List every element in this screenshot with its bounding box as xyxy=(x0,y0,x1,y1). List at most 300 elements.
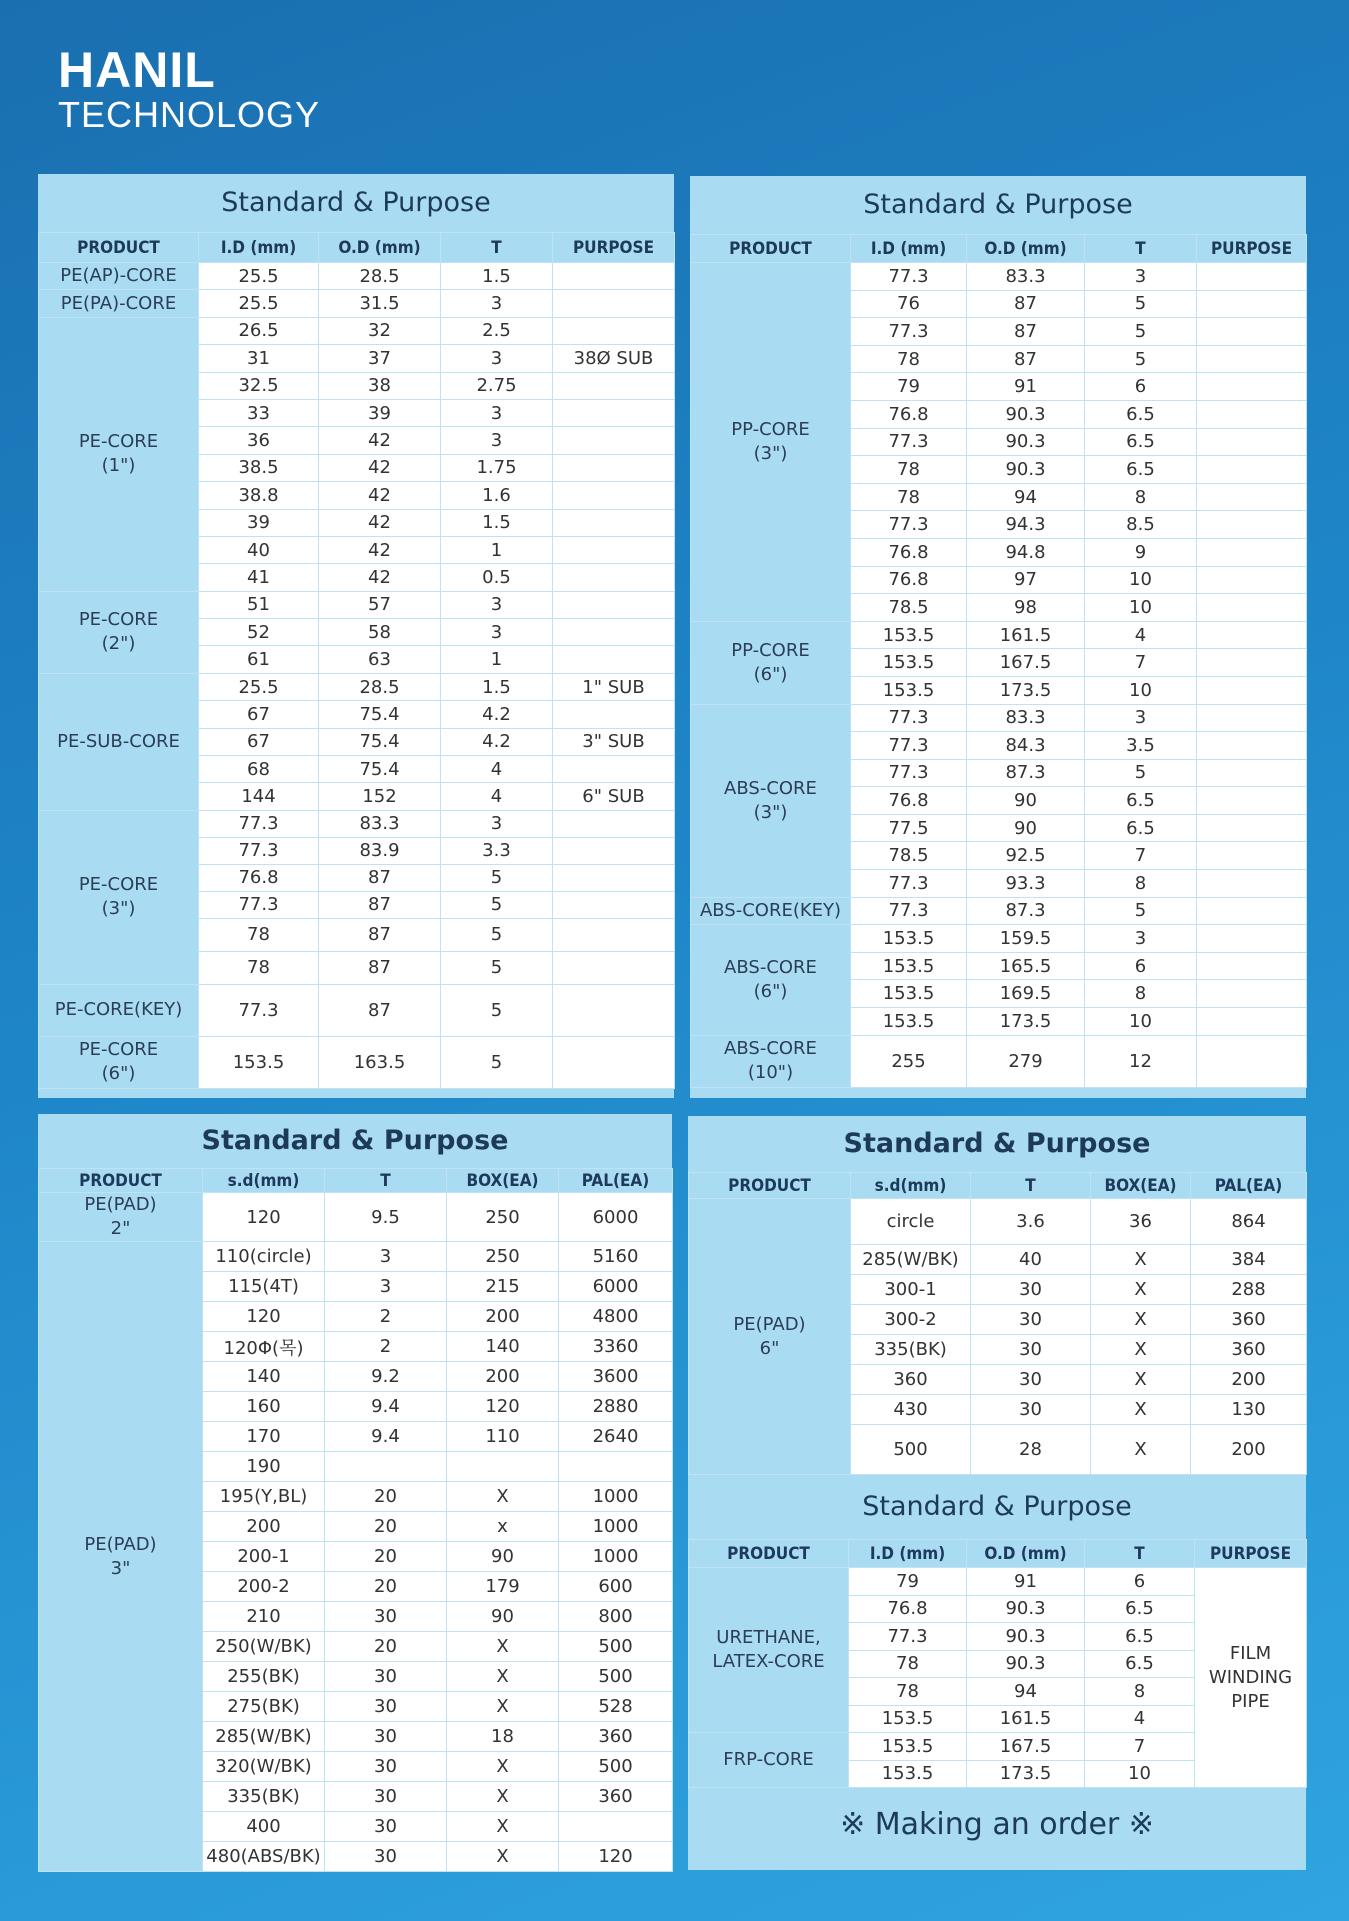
value-cell: 78.5 xyxy=(851,594,967,622)
value-cell: 36 xyxy=(1091,1199,1191,1245)
value-cell: 20 xyxy=(325,1542,447,1572)
value-cell: 28.5 xyxy=(319,673,441,700)
value-cell: 30 xyxy=(325,1782,447,1812)
table-header-row xyxy=(39,233,675,263)
value-cell: 87.3 xyxy=(967,897,1085,925)
purpose-cell xyxy=(1197,400,1307,428)
table-row xyxy=(39,1242,673,1272)
value-cell: 0.5 xyxy=(441,564,553,591)
value-cell: 76.8 xyxy=(851,400,967,428)
value-cell: 25.5 xyxy=(199,673,319,700)
value-cell: 480(ABS/BK) xyxy=(203,1842,325,1872)
order-note: ※ Making an order ※ xyxy=(840,1807,1154,1842)
value-cell: 30 xyxy=(325,1692,447,1722)
value-cell: 6 xyxy=(1085,373,1197,401)
value-cell: 87 xyxy=(967,345,1085,373)
purpose-cell xyxy=(1197,787,1307,815)
column-header: I.D (mm) xyxy=(851,235,967,263)
purpose-cell xyxy=(1197,538,1307,566)
value-cell: 6000 xyxy=(559,1193,673,1242)
spec-table-urethane xyxy=(688,1539,1307,1788)
table-row xyxy=(689,1568,1307,1596)
value-cell: 200 xyxy=(447,1362,559,1392)
value-cell: 87 xyxy=(319,951,441,984)
value-cell: 360 xyxy=(1191,1335,1307,1365)
value-cell: 3 xyxy=(1085,263,1197,291)
value-cell: 3.5 xyxy=(1085,732,1197,760)
value-cell: 1.5 xyxy=(441,509,553,536)
panel-pp-abs-cores xyxy=(690,176,1306,1098)
value-cell: 5 xyxy=(1085,318,1197,346)
value-cell: 3 xyxy=(1085,704,1197,732)
value-cell: 87 xyxy=(319,984,441,1036)
value-cell: 153.5 xyxy=(851,1008,967,1036)
value-cell: 2.5 xyxy=(441,317,553,344)
value-cell: 200 xyxy=(447,1302,559,1332)
value-cell: 5 xyxy=(441,1036,553,1088)
value-cell: 153.5 xyxy=(851,925,967,953)
column-header: PAL(EA) xyxy=(1191,1173,1307,1199)
spec-table xyxy=(38,1168,673,1872)
column-header: T xyxy=(325,1169,447,1193)
value-cell: 20 xyxy=(325,1632,447,1662)
value-cell: 42 xyxy=(319,509,441,536)
value-cell: X xyxy=(1091,1275,1191,1305)
value-cell: 42 xyxy=(319,536,441,563)
value-cell: X xyxy=(447,1662,559,1692)
value-cell: 200 xyxy=(1191,1425,1307,1475)
purpose-cell xyxy=(1197,952,1307,980)
value-cell: 250 xyxy=(447,1193,559,1242)
value-cell: 1 xyxy=(441,646,553,673)
value-cell xyxy=(553,263,675,290)
column-header: T xyxy=(441,233,553,263)
purpose-cell xyxy=(1197,566,1307,594)
value-cell: 153.5 xyxy=(849,1733,967,1761)
value-cell: 275(BK) xyxy=(203,1692,325,1722)
value-cell: 130 xyxy=(1191,1395,1307,1425)
value-cell: 83.3 xyxy=(967,263,1085,291)
value-cell: X xyxy=(1091,1305,1191,1335)
table-row xyxy=(39,810,675,837)
value-cell xyxy=(325,1452,447,1482)
value-cell: 200 xyxy=(1191,1365,1307,1395)
value-cell: 430 xyxy=(851,1395,971,1425)
purpose-cell xyxy=(1197,290,1307,318)
value-cell: 67 xyxy=(199,701,319,728)
value-cell: 6.5 xyxy=(1085,1595,1195,1623)
table-row xyxy=(691,704,1307,732)
table-row xyxy=(39,317,675,344)
value-cell: 153.5 xyxy=(851,952,967,980)
table-row xyxy=(691,897,1307,925)
value-cell: 115(4T) xyxy=(203,1272,325,1302)
column-header: BOX(EA) xyxy=(1091,1173,1191,1199)
value-cell: 30 xyxy=(325,1812,447,1842)
value-cell: 42 xyxy=(319,454,441,481)
value-cell: 4 xyxy=(441,783,553,810)
value-cell xyxy=(553,756,675,783)
table-row xyxy=(39,591,675,618)
product-cell: PE-CORE (6") xyxy=(39,1036,199,1088)
column-header: PURPOSE xyxy=(1195,1540,1307,1568)
value-cell: 2880 xyxy=(559,1392,673,1422)
column-header: O.D (mm) xyxy=(319,233,441,263)
value-cell xyxy=(553,454,675,481)
product-cell: PE(AP)-CORE xyxy=(39,263,199,290)
value-cell: 78 xyxy=(849,1678,967,1706)
value-cell: 1000 xyxy=(559,1542,673,1572)
purpose-cell xyxy=(1197,345,1307,373)
column-header: s.d(mm) xyxy=(851,1173,971,1199)
value-cell: 285(W/BK) xyxy=(851,1245,971,1275)
product-cell: PP-CORE (6") xyxy=(691,621,851,704)
value-cell: 84.3 xyxy=(967,732,1085,760)
value-cell: 51 xyxy=(199,591,319,618)
value-cell: 58 xyxy=(319,619,441,646)
value-cell: 20 xyxy=(325,1572,447,1602)
value-cell: 94.3 xyxy=(967,511,1085,539)
purpose-cell xyxy=(1197,676,1307,704)
purpose-cell xyxy=(1197,456,1307,484)
value-cell: 5 xyxy=(1085,345,1197,373)
value-cell: 7 xyxy=(1085,1733,1195,1761)
purpose-cell xyxy=(1197,925,1307,953)
value-cell: 9.2 xyxy=(325,1362,447,1392)
value-cell: 90.3 xyxy=(967,1595,1085,1623)
product-cell: ABS-CORE (6") xyxy=(691,925,851,1035)
value-cell: 3 xyxy=(441,345,553,372)
value-cell: 40 xyxy=(199,536,319,563)
value-cell: 285(W/BK) xyxy=(203,1722,325,1752)
value-cell xyxy=(553,951,675,984)
value-cell: 173.5 xyxy=(967,676,1085,704)
value-cell: 67 xyxy=(199,728,319,755)
value-cell: 77.3 xyxy=(199,810,319,837)
table-row xyxy=(39,1036,675,1088)
value-cell: 1.5 xyxy=(441,673,553,700)
value-cell: 78 xyxy=(851,345,967,373)
purpose-cell xyxy=(1197,980,1307,1008)
value-cell: 1000 xyxy=(559,1482,673,1512)
value-cell: 38 xyxy=(319,372,441,399)
value-cell xyxy=(553,317,675,344)
value-cell: 8 xyxy=(1085,1678,1195,1706)
purpose-cell xyxy=(1197,870,1307,898)
value-cell: 163.5 xyxy=(319,1036,441,1088)
value-cell: 25.5 xyxy=(199,290,319,317)
purpose-cell xyxy=(1197,732,1307,760)
value-cell: 90.3 xyxy=(967,1623,1085,1651)
value-cell: 10 xyxy=(1085,566,1197,594)
value-cell: 87 xyxy=(967,290,1085,318)
value-cell: 120 xyxy=(447,1392,559,1422)
value-cell: 5 xyxy=(1085,290,1197,318)
value-cell: 2.75 xyxy=(441,372,553,399)
value-cell xyxy=(553,646,675,673)
value-cell: 78 xyxy=(851,456,967,484)
table-header-row xyxy=(689,1173,1307,1199)
column-header: PRODUCT xyxy=(689,1540,849,1568)
table-row xyxy=(39,263,675,290)
value-cell: 5 xyxy=(441,984,553,1036)
value-cell: 500 xyxy=(559,1662,673,1692)
value-cell xyxy=(553,509,675,536)
value-cell: 9.4 xyxy=(325,1392,447,1422)
value-cell: 1" SUB xyxy=(553,673,675,700)
column-header: PAL(EA) xyxy=(559,1169,673,1193)
value-cell: 1000 xyxy=(559,1512,673,1542)
value-cell xyxy=(553,591,675,618)
value-cell: 3 xyxy=(441,591,553,618)
value-cell: 31 xyxy=(199,345,319,372)
brand-subtitle: TECHNOLOGY xyxy=(58,94,321,135)
value-cell: circle xyxy=(851,1199,971,1245)
value-cell: 98 xyxy=(967,594,1085,622)
value-cell: 10 xyxy=(1085,1008,1197,1036)
value-cell: 77.3 xyxy=(851,897,967,925)
value-cell: 42 xyxy=(319,564,441,591)
panel-pe-pad xyxy=(38,1114,672,1866)
value-cell: 7 xyxy=(1085,649,1197,677)
value-cell: 200 xyxy=(203,1512,325,1542)
value-cell: 32.5 xyxy=(199,372,319,399)
value-cell: 77.3 xyxy=(851,759,967,787)
value-cell: X xyxy=(447,1782,559,1812)
purpose-cell xyxy=(1197,897,1307,925)
value-cell: 140 xyxy=(203,1362,325,1392)
value-cell: 4800 xyxy=(559,1302,673,1332)
value-cell: 76.8 xyxy=(199,864,319,891)
value-cell: 63 xyxy=(319,646,441,673)
value-cell: 3 xyxy=(325,1272,447,1302)
value-cell: 167.5 xyxy=(967,649,1085,677)
spec-table xyxy=(688,1172,1307,1475)
value-cell: 39 xyxy=(319,399,441,426)
value-cell: 28.5 xyxy=(319,263,441,290)
purpose-cell xyxy=(1197,649,1307,677)
value-cell: 255(BK) xyxy=(203,1662,325,1692)
value-cell: 76.8 xyxy=(849,1595,967,1623)
table-row xyxy=(39,984,675,1036)
value-cell: 40 xyxy=(971,1245,1091,1275)
table-header-row xyxy=(689,1540,1307,1568)
value-cell: 6.5 xyxy=(1085,787,1197,815)
value-cell: 161.5 xyxy=(967,1705,1085,1733)
value-cell: 9.5 xyxy=(325,1193,447,1242)
value-cell: X xyxy=(1091,1335,1191,1365)
value-cell xyxy=(553,536,675,563)
product-cell: PP-CORE (3") xyxy=(691,263,851,622)
value-cell: 4 xyxy=(1085,621,1197,649)
value-cell: 8 xyxy=(1085,870,1197,898)
value-cell xyxy=(553,427,675,454)
value-cell: 90 xyxy=(967,814,1085,842)
value-cell: 3 xyxy=(325,1242,447,1272)
value-cell: 3 xyxy=(441,619,553,646)
value-cell: 77.3 xyxy=(851,870,967,898)
value-cell: 3 xyxy=(441,290,553,317)
value-cell xyxy=(553,372,675,399)
value-cell: 42 xyxy=(319,482,441,509)
value-cell: 140 xyxy=(447,1332,559,1362)
product-cell: PE-CORE(KEY) xyxy=(39,984,199,1036)
value-cell: 7 xyxy=(1085,842,1197,870)
panel-title: Standard & Purpose xyxy=(201,1125,509,1156)
purpose-cell xyxy=(1197,621,1307,649)
column-header: PURPOSE xyxy=(1197,235,1307,263)
value-cell: 87.3 xyxy=(967,759,1085,787)
value-cell: 20 xyxy=(325,1482,447,1512)
value-cell: 153.5 xyxy=(851,621,967,649)
value-cell: 4.2 xyxy=(441,701,553,728)
panel-pe-pad-6 xyxy=(688,1116,1306,1870)
value-cell: 77.3 xyxy=(851,263,967,291)
value-cell: 800 xyxy=(559,1602,673,1632)
value-cell: 2 xyxy=(325,1302,447,1332)
value-cell: 9.4 xyxy=(325,1422,447,1452)
value-cell: 25.5 xyxy=(199,263,319,290)
purpose-cell xyxy=(1197,373,1307,401)
value-cell: 30 xyxy=(971,1335,1091,1365)
value-cell: 90.3 xyxy=(967,428,1085,456)
value-cell: 120 xyxy=(559,1842,673,1872)
value-cell: 250 xyxy=(447,1242,559,1272)
value-cell: 91 xyxy=(967,1568,1085,1596)
value-cell: 61 xyxy=(199,646,319,673)
value-cell: 6.5 xyxy=(1085,428,1197,456)
purpose-cell xyxy=(1197,318,1307,346)
value-cell: 4 xyxy=(1085,1705,1195,1733)
value-cell xyxy=(553,482,675,509)
value-cell: 90.3 xyxy=(967,1650,1085,1678)
purpose-cell xyxy=(1197,263,1307,291)
value-cell: 153.5 xyxy=(199,1036,319,1088)
value-cell: 5 xyxy=(441,864,553,891)
value-cell: 5 xyxy=(441,951,553,984)
value-cell: 30 xyxy=(325,1842,447,1872)
value-cell: 360 xyxy=(559,1722,673,1752)
value-cell: 6000 xyxy=(559,1272,673,1302)
value-cell: 110 xyxy=(447,1422,559,1452)
value-cell: 31.5 xyxy=(319,290,441,317)
value-cell: 77.3 xyxy=(851,704,967,732)
value-cell: 1 xyxy=(441,536,553,563)
column-header: PRODUCT xyxy=(39,233,199,263)
value-cell: 77.3 xyxy=(851,511,967,539)
value-cell: 215 xyxy=(447,1272,559,1302)
column-header: T xyxy=(1085,1540,1195,1568)
value-cell: 144 xyxy=(199,783,319,810)
column-header: PRODUCT xyxy=(691,235,851,263)
product-cell: PE(PAD) 2" xyxy=(39,1193,203,1242)
value-cell: 76 xyxy=(851,290,967,318)
value-cell: 10 xyxy=(1085,676,1197,704)
column-header: PRODUCT xyxy=(689,1173,851,1199)
value-cell: 94 xyxy=(967,483,1085,511)
spec-table xyxy=(690,234,1307,1088)
value-cell: 18 xyxy=(447,1722,559,1752)
value-cell: 78.5 xyxy=(851,842,967,870)
value-cell: 5 xyxy=(441,918,553,951)
value-cell: 160 xyxy=(203,1392,325,1422)
value-cell: 4 xyxy=(441,756,553,783)
value-cell xyxy=(553,290,675,317)
value-cell: 90 xyxy=(447,1542,559,1572)
value-cell: 250(W/BK) xyxy=(203,1632,325,1662)
column-header: I.D (mm) xyxy=(849,1540,967,1568)
value-cell: 77.3 xyxy=(199,984,319,1036)
value-cell: 41 xyxy=(199,564,319,591)
value-cell: 37 xyxy=(319,345,441,372)
value-cell xyxy=(553,810,675,837)
value-cell: 300-1 xyxy=(851,1275,971,1305)
column-header: O.D (mm) xyxy=(967,235,1085,263)
value-cell: 20 xyxy=(325,1512,447,1542)
value-cell: 153.5 xyxy=(851,649,967,677)
value-cell: 92.5 xyxy=(967,842,1085,870)
panel-title-2: Standard & Purpose xyxy=(862,1491,1132,1522)
value-cell: 93.3 xyxy=(967,870,1085,898)
value-cell: 335(BK) xyxy=(203,1782,325,1812)
value-cell: 30 xyxy=(971,1365,1091,1395)
value-cell: 120 xyxy=(203,1193,325,1242)
product-cell: PE(PAD) 6" xyxy=(689,1199,851,1475)
value-cell: 120Φ(목) xyxy=(203,1332,325,1362)
brand-name: HANIL xyxy=(58,42,216,98)
value-cell: 6.5 xyxy=(1085,814,1197,842)
value-cell: 500 xyxy=(559,1752,673,1782)
table-row xyxy=(39,290,675,317)
table-row xyxy=(39,673,675,700)
value-cell: 500 xyxy=(851,1425,971,1475)
value-cell: 30 xyxy=(325,1662,447,1692)
panel-title: Standard & Purpose xyxy=(863,189,1133,220)
value-cell: x xyxy=(447,1512,559,1542)
value-cell: 1.5 xyxy=(441,263,553,290)
value-cell: 28 xyxy=(971,1425,1091,1475)
value-cell: 384 xyxy=(1191,1245,1307,1275)
value-cell: 30 xyxy=(325,1602,447,1632)
value-cell: 3600 xyxy=(559,1362,673,1392)
value-cell xyxy=(553,837,675,864)
value-cell xyxy=(559,1812,673,1842)
value-cell: 52 xyxy=(199,619,319,646)
value-cell: X xyxy=(447,1632,559,1662)
column-header: PRODUCT xyxy=(39,1169,203,1193)
value-cell: 200-2 xyxy=(203,1572,325,1602)
value-cell: 4.2 xyxy=(441,728,553,755)
value-cell: 3" SUB xyxy=(553,728,675,755)
value-cell: 255 xyxy=(851,1035,967,1087)
value-cell: 33 xyxy=(199,399,319,426)
value-cell: 38Ø SUB xyxy=(553,345,675,372)
value-cell: 32 xyxy=(319,317,441,344)
purpose-cell xyxy=(1197,759,1307,787)
value-cell: 75.4 xyxy=(319,728,441,755)
value-cell: 335(BK) xyxy=(851,1335,971,1365)
value-cell: 153.5 xyxy=(849,1705,967,1733)
table-row xyxy=(691,263,1307,291)
value-cell xyxy=(553,984,675,1036)
value-cell: 3 xyxy=(441,810,553,837)
value-cell: X xyxy=(447,1482,559,1512)
value-cell: 6 xyxy=(1085,1568,1195,1596)
column-header: PURPOSE xyxy=(553,233,675,263)
table-row xyxy=(691,621,1307,649)
purpose-cell: FILM WINDING PIPE xyxy=(1195,1568,1307,1788)
product-cell: PE-SUB-CORE xyxy=(39,673,199,810)
